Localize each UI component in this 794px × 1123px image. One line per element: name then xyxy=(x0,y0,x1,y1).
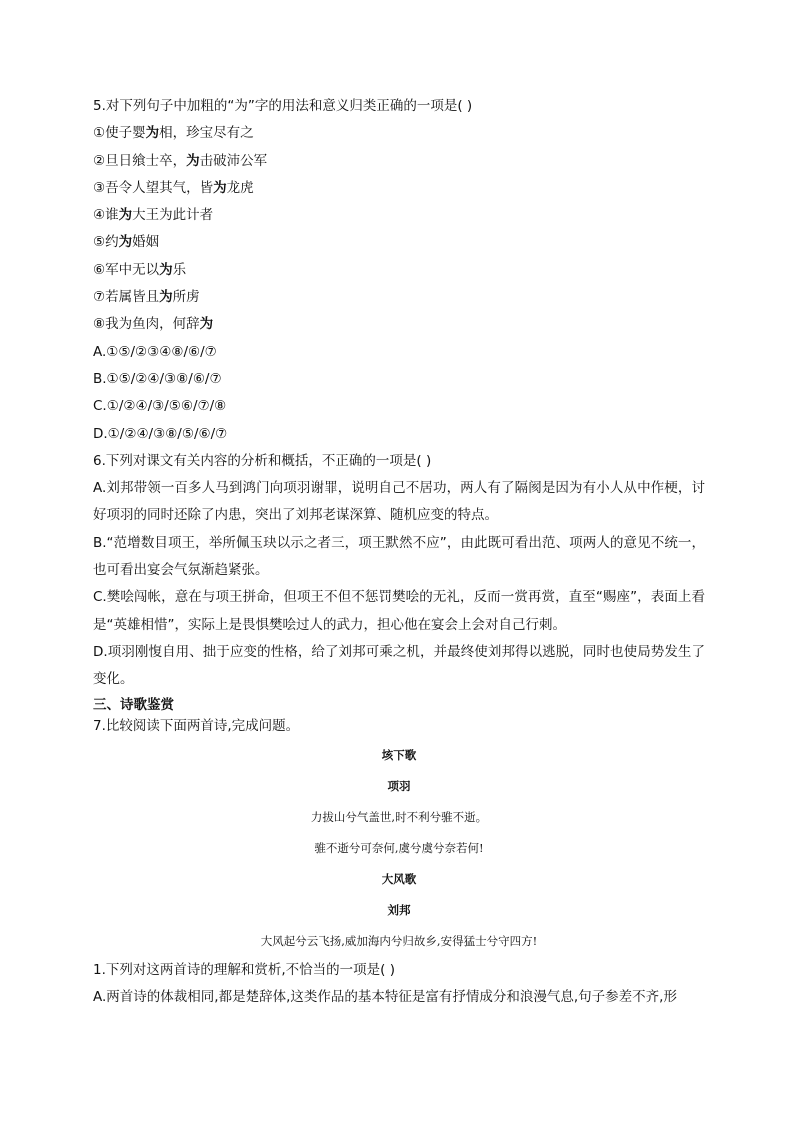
poem1-line-2: 骓不逝兮可奈何,虞兮虞兮奈若何! xyxy=(314,840,484,855)
poem1-title: 垓下歌 xyxy=(381,747,417,762)
bold-wei: 为 xyxy=(145,125,160,142)
q5-sentence-8: ⑧我为鱼肉，何辞为 xyxy=(93,316,214,333)
q5-sentence-7: ⑦若属皆且为所虏 xyxy=(93,289,200,306)
bold-wei: 为 xyxy=(159,289,173,306)
q7-sub1-stem: 1.下列对这两首诗的理解和赏析,不恰当的一项是( ) xyxy=(93,961,395,978)
q7-stem: 7.比较阅读下面两首诗,完成问题。 xyxy=(93,717,300,734)
q7-sub1-option-a: A.两首诗的体裁相同,都是楚辞体,这类作品的基本特征是富有抒情成分和浪漫气息,句子参差不齐,形 xyxy=(93,988,677,1005)
q5-option-c: C.①/②④/③/⑤⑥/⑦/⑧ xyxy=(93,398,227,415)
poem2-line-1: 大风起兮云飞扬,威加海内兮归故乡,安得猛士兮守四方! xyxy=(260,933,538,948)
poem2-title: 大风歌 xyxy=(381,871,417,886)
q6-option-c: C.樊哙闯帐，意在与项王拼命，但项王不但不惩罚樊哙的无礼，反而一赏再赏，直至“赐座”，表面上看是“英雄相惜”，实际上是畏惧樊哙过人的武力，担心他在宴会上会对自己行刺。 xyxy=(93,589,705,633)
q5-sentence-1: ①使子婴为相，珍宝尽有之 xyxy=(93,125,254,142)
q5-option-b: B.①⑤/②④/③⑧/⑥/⑦ xyxy=(93,370,222,387)
q5-sentence-5: ⑤约为婚姻 xyxy=(93,234,160,251)
bold-wei: 为 xyxy=(186,152,200,169)
page-content xyxy=(93,93,705,1011)
bold-wei: 为 xyxy=(213,179,227,196)
bold-wei: 为 xyxy=(199,316,214,333)
poem1-line-1: 力拔山兮气盖世,时不利兮骓不逝。 xyxy=(310,809,488,824)
q6-option-d: D.项羽刚愎自用、拙于应变的性格，给了刘邦可乘之机，并最终使刘邦得以逃脱，同时也使局势发生了变化。 xyxy=(93,643,705,688)
section-heading: 三、诗歌鉴赏 xyxy=(93,696,174,713)
q5-sentence-6: ⑥军中无以为乐 xyxy=(93,261,187,278)
q6-option-a: A.刘邦带领一百多人马到鸿门向项羽谢罪，说明自己不居功，两人有了隔阂是因为有小人从中作梗，讨好项羽的同时还除了内患，突出了刘邦老谋深算、随机应变的特点。 xyxy=(93,480,705,524)
bold-wei: 为 xyxy=(118,234,133,251)
bold-wei: 为 xyxy=(118,207,133,224)
q5-sentence-3: ③吾令人望其气，皆为龙虎 xyxy=(93,179,254,196)
bold-wei: 为 xyxy=(159,261,173,278)
q6-option-b: B.“范增数目项王，举所佩玉玦以示之者三，项王默然不应”，由此既可看出范、项两人的意见不统一，也可看出宴会气氛渐趋紧张。 xyxy=(93,534,705,579)
q5-option-d: D.①/②④/③⑧/⑤/⑥/⑦ xyxy=(93,425,228,442)
poem2-author: 刘邦 xyxy=(387,902,411,917)
q6-stem: 6.下列对课文有关内容的分析和概括，不正确的一项是( ) xyxy=(93,452,432,469)
poem1-author: 项羽 xyxy=(387,778,411,793)
q5-option-a: A.①⑤/②③④⑧/⑥/⑦ xyxy=(93,343,217,360)
q5-stem: 5.对下列句子中加粗的“为”字的用法和意义归类正确的一项是( ) xyxy=(93,98,473,114)
q5-sentence-4: ④谁为大王为此计者 xyxy=(93,207,214,224)
q5-sentence-2: ②旦日飨士卒，为击破沛公军 xyxy=(93,152,268,169)
